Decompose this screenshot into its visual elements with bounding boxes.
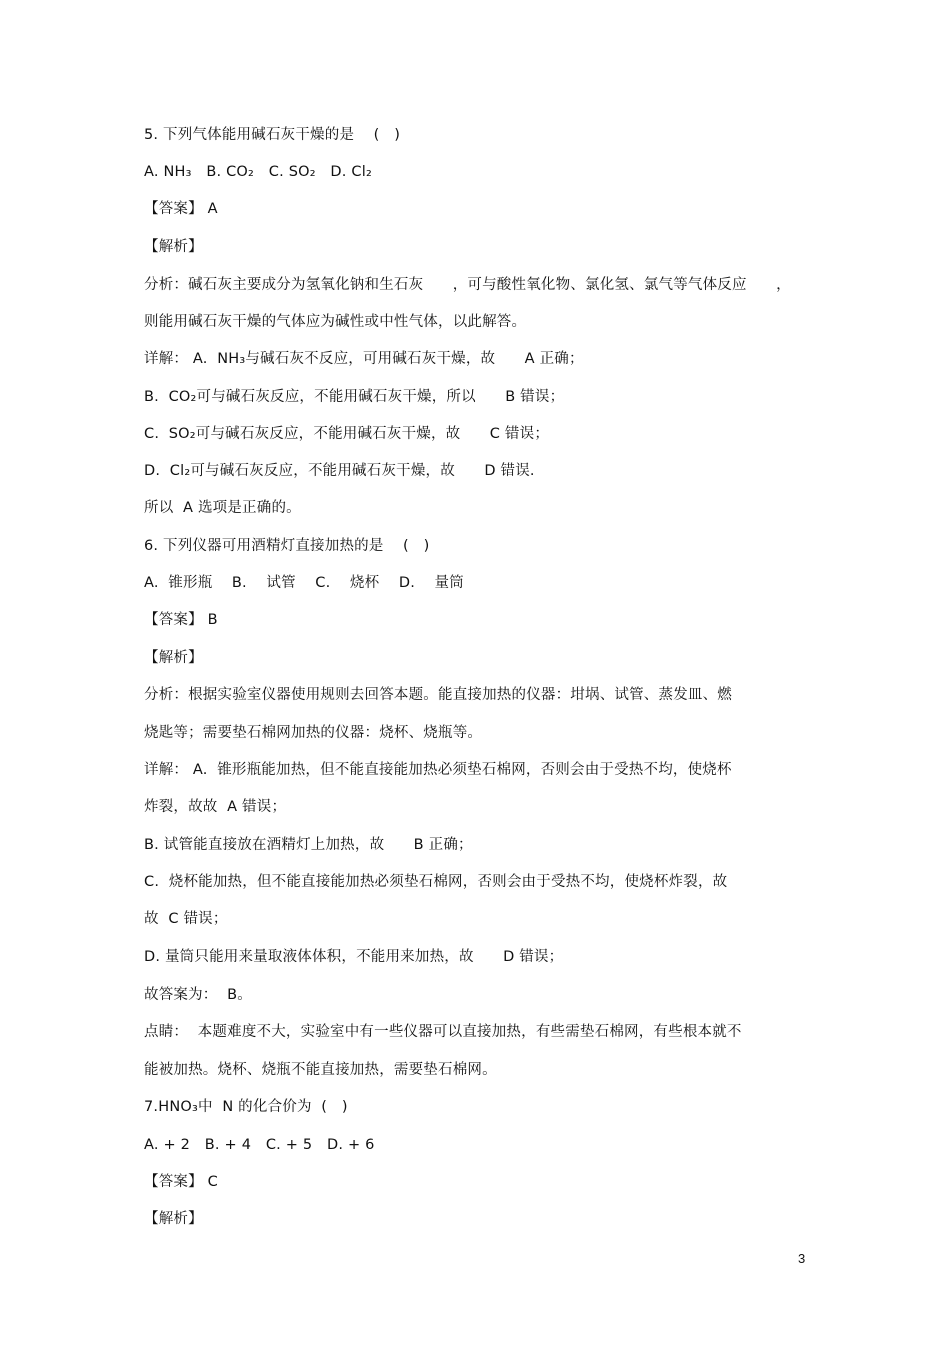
question-6-detail-a-line-1: 详解： A. 锥形瓶能加热，但不能直接能加热必须垫石棉网，否则会由于受热不均，使烧杯 — [144, 762, 732, 778]
question-7-stem: 7.HNO₃中 N 的化合价为 ( ) — [144, 1099, 348, 1115]
question-6-analysis-line-2: 烧匙等；需要垫石棉网加热的仪器：烧杯、烧瓶等。 — [144, 725, 483, 741]
question-5-stem: 5. 下列气体能用碱石灰干燥的是 ( ) — [144, 127, 401, 143]
question-5-analysis-heading: 【解析】 — [144, 239, 203, 255]
question-6-detail-a-line-2: 炸裂，故故 A 错误； — [144, 799, 287, 815]
question-6-conclusion: 故答案为： B。 — [144, 987, 252, 1003]
question-5-conclusion: 所以 A 选项是正确的。 — [144, 500, 301, 516]
question-6-note-line-1: 点睛： 本题难度不大，实验室中有一些仪器可以直接加热，有些需垫石棉网，有些根本就不 — [144, 1024, 742, 1040]
question-5-detail-d: D. Cl₂可与碱石灰反应，不能用碱石灰干燥，故 D 错误. — [144, 463, 535, 479]
question-5-answer: 【答案】 A — [144, 201, 218, 217]
question-6-options: A. 锥形瓶 B. 试管 C. 烧杯 D. 量筒 — [144, 575, 464, 591]
question-6-answer: 【答案】 B — [144, 612, 218, 628]
question-7-analysis-heading: 【解析】 — [144, 1211, 203, 1227]
question-5-analysis-line-2: 则能用碱石灰干燥的气体应为碱性或中性气体，以此解答。 — [144, 314, 527, 330]
question-6-detail-d: D. 量筒只能用来量取液体体积，不能用来加热，故 D 错误； — [144, 949, 564, 965]
question-6-detail-b: B. 试管能直接放在酒精灯上加热，故 B 正确； — [144, 837, 473, 853]
question-6-analysis-heading: 【解析】 — [144, 650, 203, 666]
question-6-analysis-line-1: 分析：根据实验室仪器使用规则去回答本题。能直接加热的仪器：坩埚、试管、蒸发皿、燃 — [144, 687, 732, 703]
question-5-analysis-line-1: 分析：碱石灰主要成分为氢氧化钠和生石灰 ，可与酸性氧化物、氯化氢、氯气等气体反应 ， — [144, 277, 791, 293]
question-5-detail-a: 详解： A. NH₃与碱石灰不反应，可用碱石灰干燥，故 A 正确； — [144, 351, 584, 367]
question-5-detail-c: C. SO₂可与碱石灰反应，不能用碱石灰干燥，故 C 错误； — [144, 426, 550, 442]
question-7-options: A. + 2 B. + 4 C. + 5 D. + 6 — [144, 1137, 375, 1153]
question-6-note-line-2: 能被加热。烧杯、烧瓶不能直接加热，需要垫石棉网。 — [144, 1062, 497, 1078]
question-7-answer: 【答案】 C — [144, 1174, 218, 1190]
question-6-stem: 6. 下列仪器可用酒精灯直接加热的是 ( ) — [144, 538, 430, 554]
page-number: 3 — [798, 1251, 806, 1266]
question-5-detail-b: B. CO₂可与碱石灰反应，不能用碱石灰干燥，所以 B 错误； — [144, 389, 565, 405]
question-6-detail-c-line-2: 故 C 错误； — [144, 911, 228, 927]
question-5-options: A. NH₃ B. CO₂ C. SO₂ D. Cl₂ — [144, 164, 372, 180]
question-6-detail-c-line-1: C. 烧杯能加热，但不能直接能加热必须垫石棉网，否则会由于受热不均，使烧杯炸裂，故 — [144, 874, 728, 890]
